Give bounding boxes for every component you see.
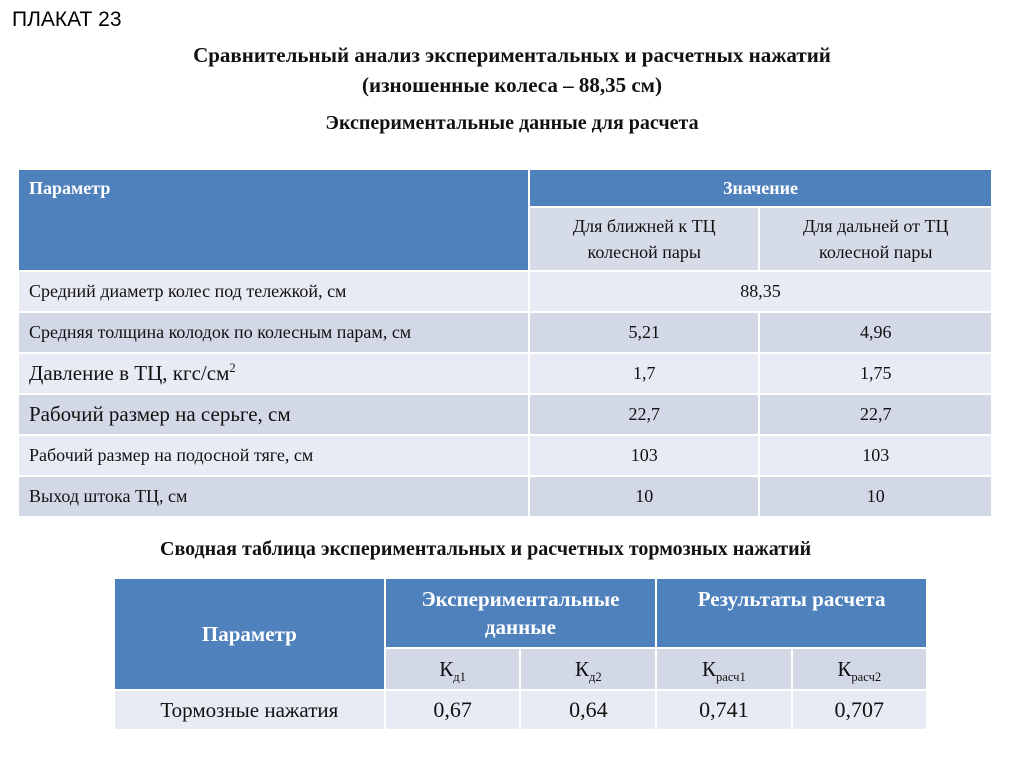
coef-base: К xyxy=(701,656,716,681)
row-param: Рабочий размер на серьге, см xyxy=(18,394,529,435)
row-value-far: 10 xyxy=(759,476,992,517)
table-row xyxy=(18,394,992,435)
page-title xyxy=(0,40,1024,100)
row-param: Тормозные нажатия xyxy=(114,690,385,730)
table2-caption: Сводная таблица экспериментальных и расчетных тормозных нажатий xyxy=(160,538,812,560)
coef-kcalc1 xyxy=(656,648,791,690)
table1-subheader-far: Для дальней от ТЦ колесной пары xyxy=(759,207,992,271)
row-value-far: 103 xyxy=(759,435,992,476)
value-kcalc1: 0,741 xyxy=(656,690,791,730)
coef-base: К xyxy=(837,656,852,681)
table2-header-parameter: Параметр xyxy=(114,578,385,690)
table1-subheader-near: Для ближней к ТЦ колесной пары xyxy=(529,207,759,271)
experimental-data-table xyxy=(17,168,993,518)
row-value-near: 5,21 xyxy=(529,312,759,353)
table2-header-calculated: Результаты расчета xyxy=(656,578,927,648)
table1-header-parameter: Параметр xyxy=(18,169,529,271)
table-row xyxy=(114,690,927,730)
row-param-text: Давление в ТЦ, кгс/см xyxy=(29,361,230,385)
table-row xyxy=(18,476,992,517)
table-row xyxy=(18,312,992,353)
row-value-near: 10 xyxy=(529,476,759,517)
row-value-merged: 88,35 xyxy=(529,271,992,312)
row-value-far: 22,7 xyxy=(759,394,992,435)
row-value-near: 22,7 xyxy=(529,394,759,435)
row-value-far: 4,96 xyxy=(759,312,992,353)
table-row xyxy=(18,271,992,312)
coef-kd2 xyxy=(520,648,656,690)
summary-table xyxy=(113,577,928,731)
table-row xyxy=(18,435,992,476)
coef-base: К xyxy=(439,656,454,681)
coef-kd1 xyxy=(385,648,521,690)
row-value-near: 1,7 xyxy=(529,353,759,394)
coef-subscript: расч1 xyxy=(715,669,746,684)
value-kd1: 0,67 xyxy=(385,690,521,730)
coef-base: К xyxy=(574,656,589,681)
row-param: Средняя толщина колодок по колесным парам, см xyxy=(18,312,529,353)
row-param-superscript: 2 xyxy=(229,361,236,375)
title-line-2: (изношенные колеса – 88,35 см) xyxy=(362,73,662,97)
table2-header-experimental: Экспериментальные данные xyxy=(385,578,656,648)
table1-caption: Экспериментальные данные для расчета xyxy=(325,112,699,134)
table1-header-value: Значение xyxy=(529,169,992,207)
title-line-1: Сравнительный анализ экспериментальных и расчетных нажатий xyxy=(193,43,831,67)
row-value-near: 103 xyxy=(529,435,759,476)
row-param: Рабочий размер на подосной тяге, см xyxy=(18,435,529,476)
coef-subscript: расч2 xyxy=(851,669,882,684)
coef-subscript: д1 xyxy=(453,669,466,684)
coef-kcalc2 xyxy=(792,648,927,690)
coef-subscript: д2 xyxy=(588,669,602,684)
poster-label: ПЛАКАТ 23 xyxy=(12,8,122,31)
row-value-far: 1,75 xyxy=(759,353,992,394)
table-row xyxy=(18,353,992,394)
value-kd2: 0,64 xyxy=(520,690,656,730)
row-param: Средний диаметр колес под тележкой, см xyxy=(18,271,529,312)
row-param xyxy=(18,353,529,394)
value-kcalc2: 0,707 xyxy=(792,690,927,730)
row-param: Выход штока ТЦ, см xyxy=(18,476,529,517)
